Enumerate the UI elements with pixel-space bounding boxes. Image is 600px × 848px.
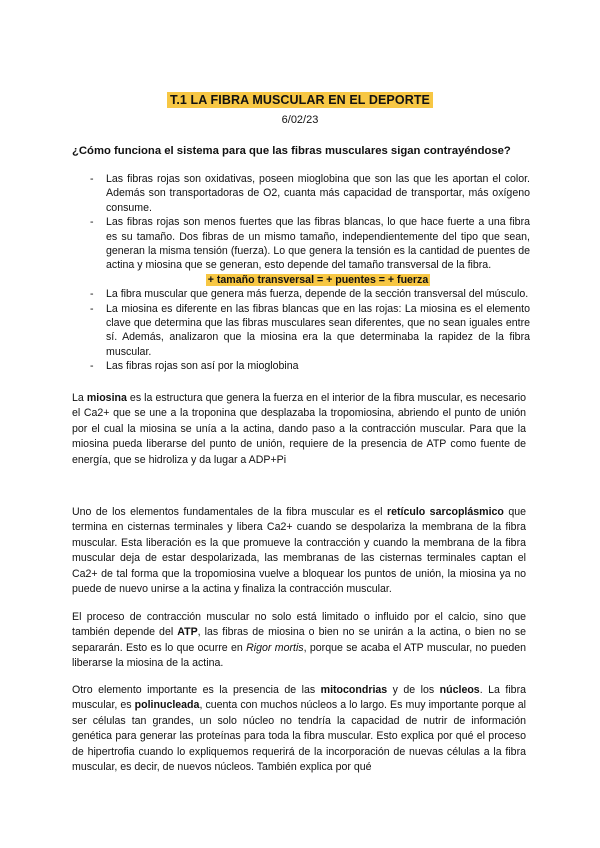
list-item bbox=[90, 287, 530, 301]
list-item bbox=[90, 172, 530, 215]
document-date: 6/02/23 bbox=[281, 114, 319, 126]
title-container bbox=[0, 91, 600, 109]
formula-line bbox=[90, 273, 530, 287]
bullet-marker: - bbox=[90, 216, 94, 229]
section-question: ¿Cómo funciona el sistema para que las fibras musculares sigan contrayéndose? bbox=[72, 145, 511, 157]
document-title: T.1 LA FIBRA MUSCULAR EN EL DEPORTE bbox=[167, 92, 433, 108]
italic-term: Rigor mortis bbox=[246, 641, 304, 654]
text-run: La bbox=[72, 392, 87, 404]
bold-term: polinucleada bbox=[134, 699, 200, 712]
text-run: El proceso de contracción muscular no solo está limitado o influido por el calcio, sino que también depende del bbox=[72, 611, 526, 639]
text-run: es la estructura que genera la fuerza en el interior de la fibra muscular, es necesario el Ca2+ que se une a la troponina que desplazaba la tropomiosina, abriendo el punto de unión por el cual la miosina se unía a la actina, dando paso a la contracción muscular. Para que la miosina pueda liberarse del punto de unión, requiere de la presencia de ATP como fuente de energía, que se hidroliza y da lugar a ADP+Pi bbox=[72, 392, 527, 466]
list-item-text: La miosina es diferente en las fibras blancas que en las rojas: La miosina es el elemento clave que determina que las fibras musculares sean diferentes, que no sean iguales entre sí. Además, analizaron que la miosina era la que determinaba la rapidez de la fibra muscular. bbox=[106, 302, 530, 358]
text-run: Uno de los elementos fundamentales de la fibra muscular es el bbox=[72, 506, 387, 518]
list-item-text: Las fibras rojas son así por la mioglobina bbox=[106, 360, 299, 373]
text-run: y de los bbox=[387, 684, 440, 696]
highlighted-formula: + tamaño transversal = + puentes = + fuerza bbox=[207, 273, 429, 286]
bullet-list bbox=[90, 172, 530, 374]
bold-term: ATP bbox=[177, 626, 198, 639]
list-item bbox=[90, 215, 530, 273]
paragraph-miosina bbox=[72, 391, 526, 468]
bold-term: miosina bbox=[86, 392, 127, 404]
list-item bbox=[90, 302, 530, 360]
text-run: , cuenta con muchos núcleos a lo largo. Es muy importante porque al ser células tan grandes, un solo núcleo no tendría la capacidad de nutrir de información genética para generar las proteínas para toda la fibra muscular. Esto explica por qué el proceso de hipertrofia cuando lo expliquemos requerirá de la incorporación de nuevas células a la fibra muscular, es decir, de nuevos núcleos. También explica por qué bbox=[72, 699, 526, 774]
text-run: Otro elemento importante es la presencia de las bbox=[72, 684, 321, 696]
text-run: que termina en cisternas terminales y libera Ca2+ cuando se despolariza la membrana de la fibra muscular. Esta liberación es la que promueve la contracción y cuando la membrana de la fibra muscular deja de estar despolarizada, las membranas de las cisternas terminales captan el Ca2+ de tal forma que la tropomiosina vuelve a bloquear los puntos de unión, la miosina ya no puede de nuevo unirse a la actina y finaliza la contracción muscular. bbox=[72, 506, 527, 596]
text-run: , las fibras de miosina o bien no se unirán a la actina, o bien no se separarán. Esto es lo que ocurre en bbox=[72, 626, 526, 654]
bold-term: retículo sarcoplásmico bbox=[386, 506, 504, 518]
bold-term: mitocondrias bbox=[320, 684, 388, 696]
paragraph-mitocondrias bbox=[72, 683, 526, 775]
bullet-marker: - bbox=[90, 288, 94, 301]
text-run: . La fibra muscular, es bbox=[72, 684, 526, 712]
bullet-marker: - bbox=[90, 173, 94, 185]
list-item bbox=[90, 359, 530, 373]
bullet-marker: - bbox=[90, 302, 94, 315]
paragraph-atp bbox=[72, 610, 526, 672]
bullet-marker: - bbox=[90, 360, 94, 373]
paragraph-reticulo bbox=[72, 505, 526, 597]
bold-term: núcleos bbox=[439, 684, 480, 696]
list-item-text: Las fibras rojas son oxidativas, poseen mioglobina que son las que les aportan el color. Además son transportadoras de O2, cuanta más capacidad de transportar, más oxígeno consume. bbox=[106, 173, 530, 214]
list-item-text: Las fibras rojas son menos fuertes que las fibras blancas, lo que hace fuerte a una fibra es su tamaño. Dos fibras de un mismo tamaño, independientemente del tipo que sean, generan la misma tensión (fuerza). Lo que genera la tensión es la cantidad de puentes de actina y miosina que se generan, esto depende del tamaño transversal de la fibra. bbox=[106, 216, 530, 272]
list-item-text: La fibra muscular que genera más fuerza, depende de la sección transversal del músculo. bbox=[106, 288, 529, 301]
text-run: , porque se acaba el ATP muscular, no pueden liberarse la miosina de la actina. bbox=[72, 641, 527, 670]
